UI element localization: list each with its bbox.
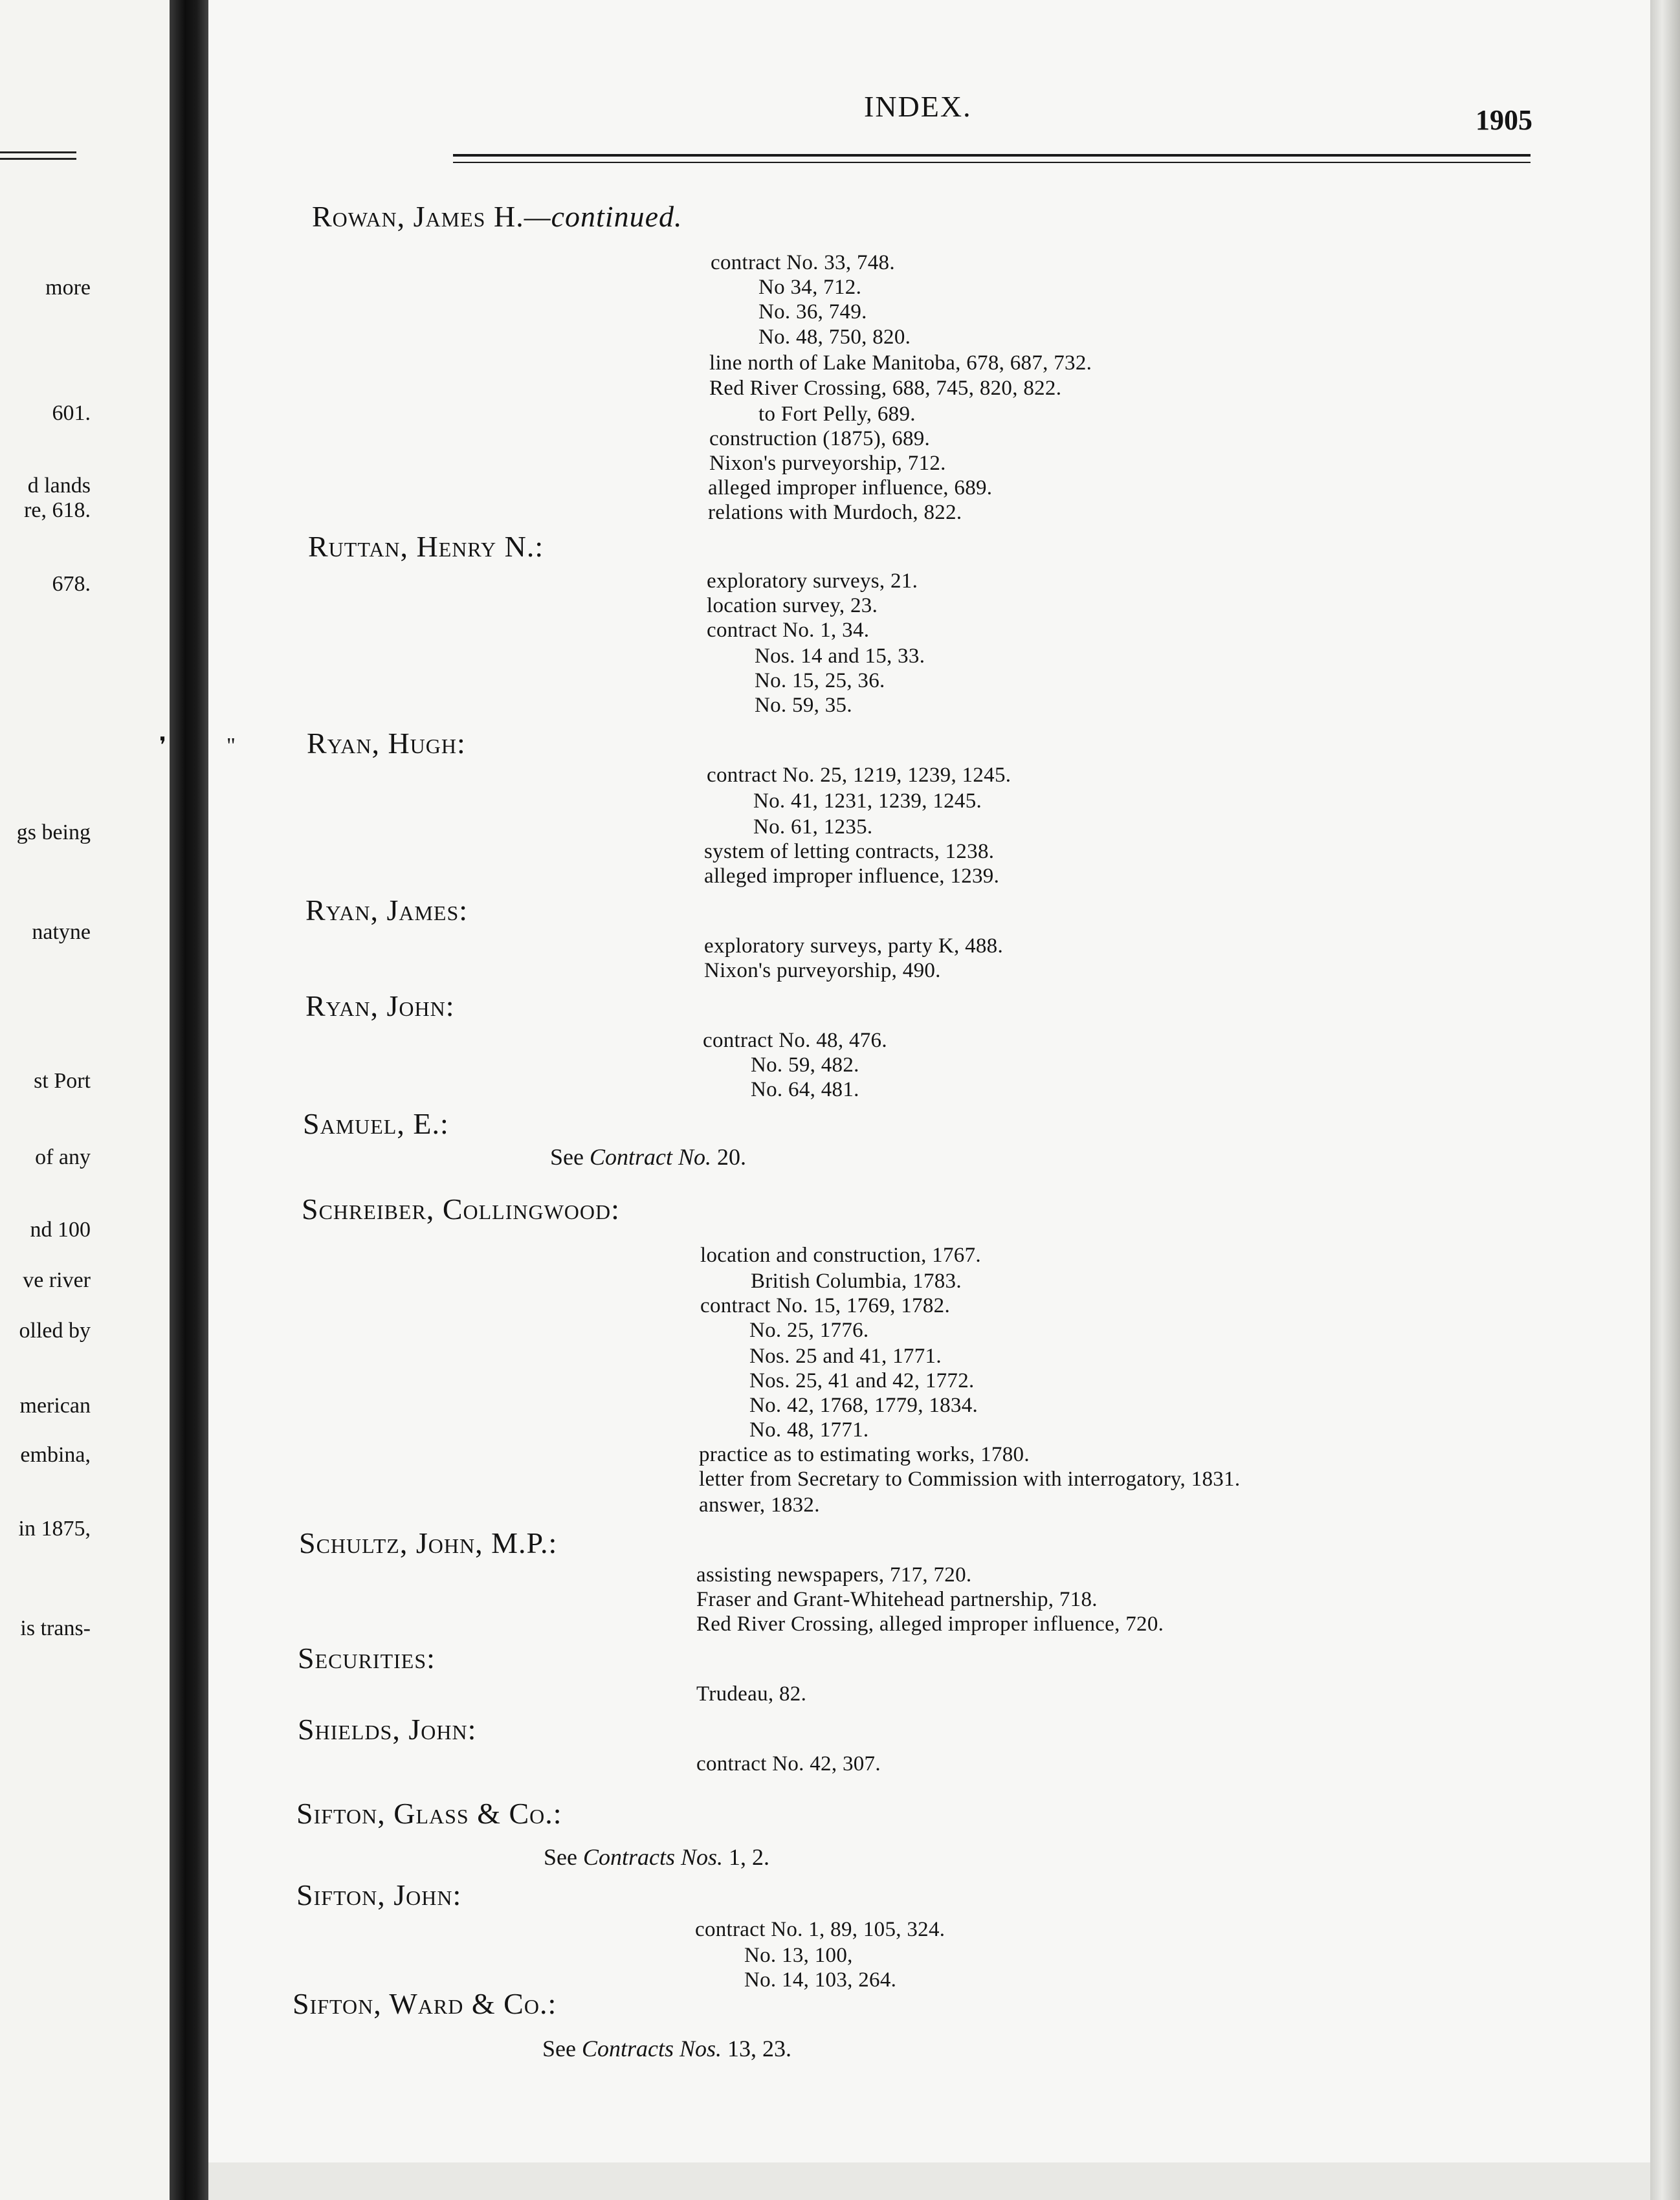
index-subentry: line north of Lake Manitoba, 678, 687, 732. <box>709 351 1092 375</box>
left-text-line: embina, <box>20 1443 91 1467</box>
right-page <box>208 0 1650 2162</box>
page-title: INDEX. <box>864 90 972 123</box>
index-subentry: alleged improper influence, 1239. <box>704 864 1000 888</box>
entry-heading: Sifton, John: <box>296 1878 462 1911</box>
index-subentry: No. 64, 481. <box>751 1078 859 1101</box>
left-text-line: is trans- <box>20 1616 91 1640</box>
index-subentry: Nos. 14 and 15, 33. <box>755 644 925 668</box>
see-number: 13, 23. <box>727 2036 792 2062</box>
page-edge <box>1650 0 1680 2200</box>
see-target: Contract No. <box>589 1144 711 1170</box>
index-subentry: construction (1875), 689. <box>709 427 931 450</box>
left-text-line: natyne <box>32 920 91 944</box>
entry-heading: Sifton, Ward & Co.: <box>293 1987 557 2020</box>
see-prefix: See <box>544 1844 577 1870</box>
index-subentry: Nos. 25, 41 and 42, 1772. <box>749 1369 975 1392</box>
entry-heading: Schreiber, Collingwood: <box>302 1193 620 1226</box>
margin-mark: ❜ <box>159 734 166 758</box>
see-prefix: See <box>542 2036 576 2062</box>
book-gutter <box>170 0 208 2200</box>
index-subentry: No. 48, 1771. <box>749 1418 869 1442</box>
index-subentry: No. 42, 1768, 1779, 1834. <box>749 1394 978 1417</box>
header-rule <box>453 154 1531 157</box>
entry-heading: Ryan, John: <box>305 989 455 1022</box>
continued-label: —continued. <box>524 200 683 233</box>
index-subentry: contract No. 33, 748. <box>711 251 895 274</box>
margin-mark: " <box>227 734 236 758</box>
left-text-line: of any <box>35 1145 91 1169</box>
index-subentry: assisting newspapers, 717, 720. <box>696 1563 972 1587</box>
see-prefix: See <box>550 1144 584 1170</box>
left-text-line: st Port <box>34 1069 91 1093</box>
left-text-line: 678. <box>52 572 91 596</box>
index-subentry: No. 15, 25, 36. <box>755 669 885 692</box>
left-text-line: 601. <box>52 401 91 425</box>
index-subentry: contract No. 48, 476. <box>703 1029 887 1052</box>
index-subentry: No. 59, 482. <box>751 1053 859 1077</box>
index-subentry: No. 13, 100, <box>744 1944 853 1967</box>
index-subentry: relations with Murdoch, 822. <box>708 501 962 524</box>
index-subentry: Trudeau, 82. <box>696 1682 807 1706</box>
see-number: 20. <box>717 1144 746 1170</box>
index-subentry: exploratory surveys, party K, 488. <box>704 934 1004 958</box>
index-subentry: Fraser and Grant-Whitehead partnership, 718. <box>696 1588 1098 1611</box>
index-subentry: system of letting contracts, 1238. <box>704 840 995 863</box>
index-subentry: Red River Crossing, alleged improper influence, 720. <box>696 1612 1164 1636</box>
left-text-line: gs being <box>16 820 91 844</box>
entry-heading: Ruttan, Henry N.: <box>308 530 544 563</box>
entry-heading <box>312 202 683 232</box>
index-subentry: Nos. 25 and 41, 1771. <box>749 1345 942 1368</box>
entry-name: Rowan, James H. <box>312 200 524 233</box>
page-number: 1905 <box>1476 104 1532 136</box>
index-subentry: contract No. 15, 1769, 1782. <box>700 1294 950 1317</box>
left-page-fragment <box>0 0 170 2200</box>
entry-heading: Ryan, Hugh: <box>307 727 466 760</box>
left-text-line: d lands <box>27 474 91 498</box>
index-subentry: No. 14, 103, 264. <box>744 1968 897 1992</box>
left-text-line: ve river <box>23 1268 91 1292</box>
entry-heading: Schultz, John, M.P.: <box>299 1526 558 1559</box>
index-subentry: No. 41, 1231, 1239, 1245. <box>753 789 982 813</box>
entry-heading: Securities: <box>298 1642 436 1675</box>
index-subentry: practice as to estimating works, 1780. <box>699 1443 1030 1466</box>
index-subentry: contract No. 1, 34. <box>707 619 870 642</box>
index-subentry: contract No. 42, 307. <box>696 1752 881 1776</box>
see-number: 1, 2. <box>729 1844 770 1870</box>
index-subentry: No. 61, 1235. <box>753 815 873 839</box>
header-rule-2 <box>453 162 1531 163</box>
left-text-line: in 1875, <box>18 1517 91 1541</box>
index-subentry: Nixon's purveyorship, 712. <box>709 452 946 475</box>
index-subentry: British Columbia, 1783. <box>751 1270 962 1293</box>
left-header-rule <box>0 151 76 153</box>
entry-heading: Sifton, Glass & Co.: <box>296 1797 562 1830</box>
index-subentry: contract No. 1, 89, 105, 324. <box>695 1918 945 1941</box>
index-subentry: contract No. 25, 1219, 1239, 1245. <box>707 764 1011 787</box>
index-subentry: No. 48, 750, 820. <box>758 325 911 349</box>
index-subentry: to Fort Pelly, 689. <box>758 402 916 426</box>
index-subentry: alleged improper influence, 689. <box>708 476 993 500</box>
left-text-line: olled by <box>19 1319 91 1343</box>
index-subentry: Red River Crossing, 688, 745, 820, 822. <box>709 377 1062 400</box>
index-subentry: letter from Secretary to Commission with interrogatory, 1831. <box>699 1468 1241 1491</box>
entry-heading: Samuel, E.: <box>303 1107 449 1140</box>
index-subentry: No 34, 712. <box>758 276 862 299</box>
see-target: Contracts Nos. <box>581 2036 722 2062</box>
index-subentry: No. 36, 749. <box>758 300 867 324</box>
index-subentry: location survey, 23. <box>707 594 878 617</box>
index-subentry: exploratory surveys, 21. <box>707 569 918 593</box>
page-bottom-margin <box>208 2162 1650 2200</box>
index-subentry: No. 25, 1776. <box>749 1319 869 1342</box>
left-text-line: more <box>45 276 91 300</box>
see-reference <box>542 2037 791 2060</box>
left-text-line: re, 618. <box>24 498 91 522</box>
entry-heading: Shields, John: <box>298 1713 477 1746</box>
see-reference <box>544 1845 769 1869</box>
entry-heading: Ryan, James: <box>305 894 469 927</box>
left-text-line: nd 100 <box>30 1218 91 1242</box>
index-subentry: No. 59, 35. <box>755 694 852 717</box>
see-reference <box>550 1145 746 1169</box>
left-header-rule-2 <box>0 158 76 160</box>
index-subentry: Nixon's purveyorship, 490. <box>704 959 941 982</box>
index-subentry: answer, 1832. <box>699 1493 820 1517</box>
see-target: Contracts Nos. <box>582 1844 724 1870</box>
left-text-line: merican <box>19 1394 91 1418</box>
index-subentry: location and construction, 1767. <box>700 1244 981 1267</box>
